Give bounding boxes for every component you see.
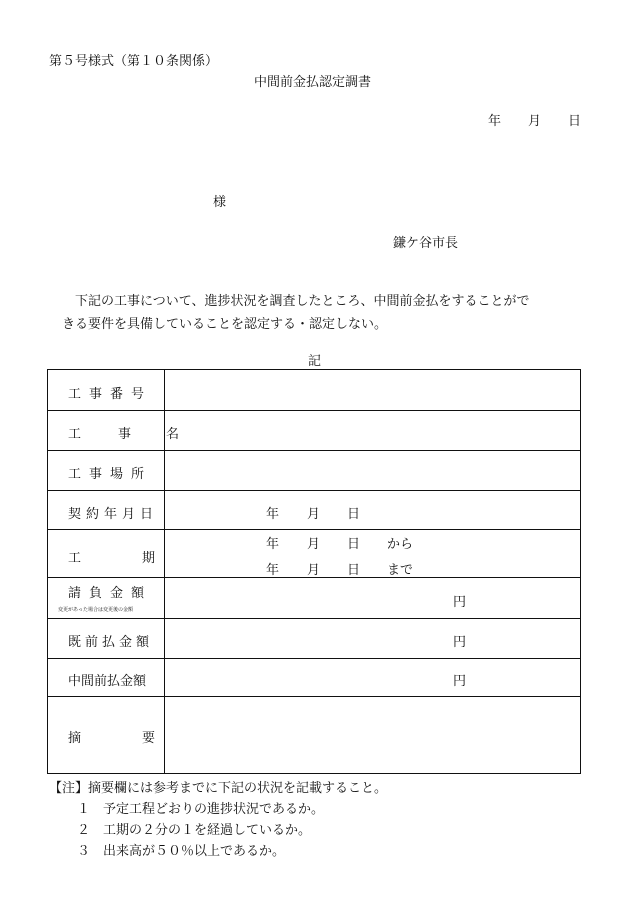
- koki-from-month: 月: [307, 537, 321, 552]
- row-tekiyo: [48, 697, 581, 774]
- label-cell: [48, 370, 165, 411]
- label-ukeoi: 請負金額: [68, 586, 153, 601]
- koki-to-suffix: まで: [387, 563, 414, 578]
- row-kimaebarai: [48, 619, 581, 659]
- label-koki-2: 期: [142, 551, 156, 566]
- form-number: 第５号様式（第１０条関係）: [49, 54, 219, 69]
- ukeoi-unit: 円: [453, 595, 467, 610]
- label-tekiyo-1: 摘: [68, 731, 82, 746]
- keiyaku-month: 月: [307, 507, 321, 522]
- issuer-name: 鎌ケ谷市長: [393, 236, 459, 251]
- label-cell: [48, 659, 165, 697]
- note-item-3: ３ 出来高が５０％以上であるか。: [77, 844, 286, 859]
- value-ukeoi[interactable]: [165, 578, 581, 619]
- ki-heading: 記: [308, 354, 322, 369]
- row-koji-mei: [48, 411, 581, 451]
- note-item-1: １ 予定工程どおりの進捗状況であるか。: [77, 802, 325, 817]
- koki-to-day: 日: [347, 563, 361, 578]
- label-cell: [48, 697, 165, 774]
- addressee-honorific: 様: [213, 195, 227, 210]
- label-cell: [48, 491, 165, 530]
- row-ukeoi: [48, 578, 581, 619]
- date-year: 年: [488, 114, 502, 129]
- value-keiyaku[interactable]: [165, 491, 581, 530]
- koki-from-day: 日: [347, 537, 361, 552]
- label-chukan: 中間前払金額: [68, 674, 147, 689]
- value-chukan[interactable]: [165, 659, 581, 697]
- body-text-line-1: 下記の工事について、進捗状況を調査したところ、中間前金払をすることがで: [75, 294, 530, 309]
- details-table: [47, 369, 581, 774]
- row-keiyaku: [48, 491, 581, 530]
- label-cell: [48, 451, 165, 491]
- row-koki: [48, 530, 581, 578]
- label-ukeoi-sub: 変更があった場合は変更後の金額: [58, 607, 133, 613]
- value-koji-bango[interactable]: [165, 370, 581, 411]
- value-kimaebarai[interactable]: [165, 619, 581, 659]
- row-chukan: [48, 659, 581, 697]
- value-tekiyo[interactable]: [165, 697, 581, 774]
- label-cell: [48, 619, 165, 659]
- label-koji-mei-2: 事: [118, 427, 132, 442]
- label-tekiyo-2: 要: [142, 731, 156, 746]
- label-koki-1: 工: [68, 551, 82, 566]
- value-koji-mei[interactable]: [165, 411, 581, 451]
- label-koji-mei-1: 工: [68, 427, 82, 442]
- koki-to-year: 年: [266, 563, 280, 578]
- document-title: 中間前金払認定調書: [254, 75, 372, 90]
- keiyaku-day: 日: [347, 507, 361, 522]
- label-kimaebarai: 既前払金額: [68, 635, 154, 650]
- koki-from-suffix: から: [387, 537, 414, 552]
- row-koji-basho: [48, 451, 581, 491]
- label-keiyaku: 契約年月日: [68, 507, 159, 522]
- body-text-line-2: きる要件を具備していることを認定する・認定しない。: [62, 317, 388, 332]
- label-koji-bango: 工事番号: [68, 387, 153, 402]
- koki-from-year: 年: [266, 537, 280, 552]
- label-cell: [48, 530, 165, 578]
- notes-heading: 【注】摘要欄には参考までに下記の状況を記載すること。: [49, 781, 388, 796]
- date-month: 月: [528, 114, 542, 129]
- value-koki[interactable]: [165, 530, 581, 578]
- koki-to-month: 月: [307, 563, 321, 578]
- label-cell: [48, 578, 165, 619]
- chukan-unit: 円: [453, 674, 467, 689]
- date-day: 日: [568, 114, 582, 129]
- row-koji-bango: [48, 370, 581, 411]
- value-koji-basho[interactable]: [165, 451, 581, 491]
- label-cell: [48, 411, 180, 451]
- note-item-2: ２ 工期の２分の１を経過しているか。: [77, 823, 312, 838]
- label-koji-mei-3: 名: [166, 427, 180, 442]
- keiyaku-year: 年: [266, 507, 280, 522]
- label-koji-basho: 工事場所: [68, 467, 153, 482]
- kimaebarai-unit: 円: [453, 635, 467, 650]
